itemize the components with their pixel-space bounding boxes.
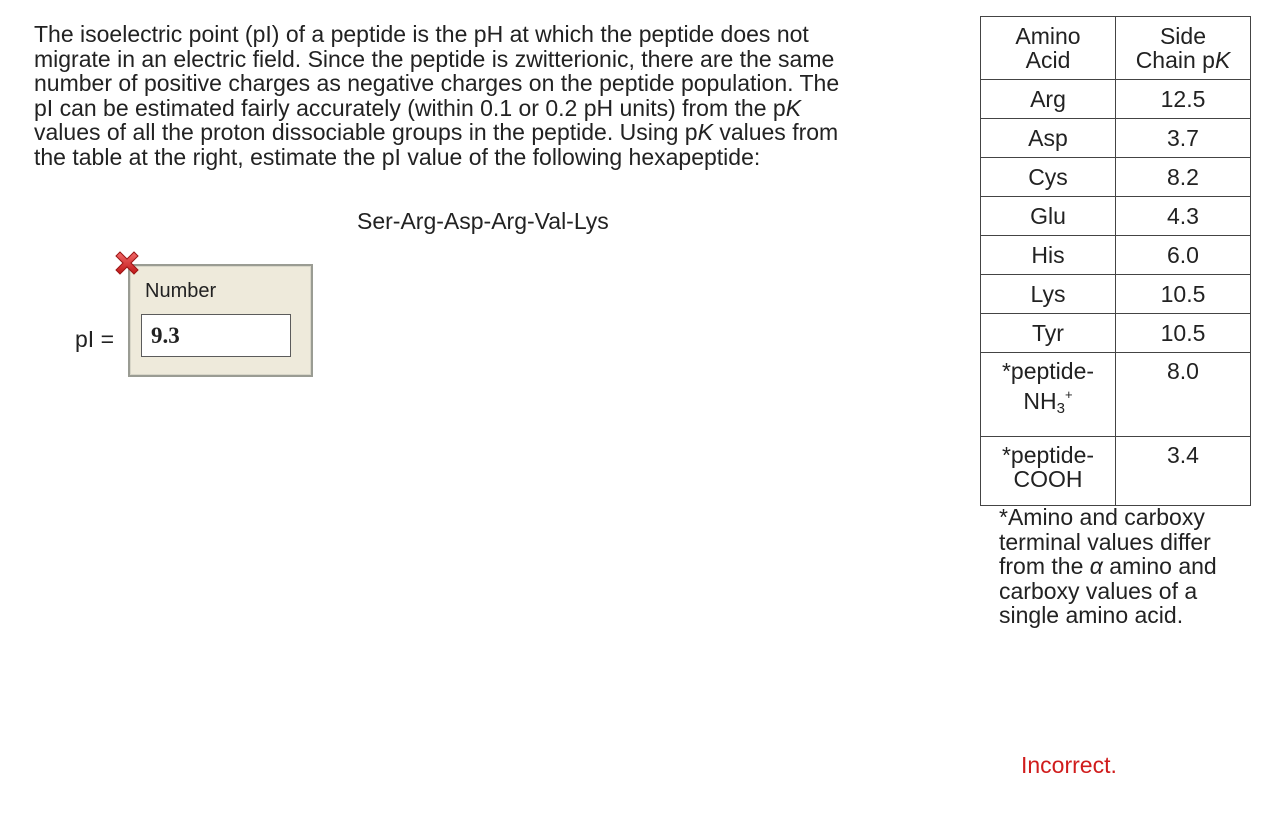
peptide-sequence: Ser-Arg-Asp-Arg-Val-Lys [357, 208, 609, 234]
pk-value-cell: 3.4 [1116, 437, 1251, 506]
table-row [981, 119, 1251, 158]
pk-value-cell: 8.0 [1116, 353, 1251, 437]
amino-acid-cell: Cys [981, 158, 1116, 197]
header-text-segment: Chain p [1135, 47, 1215, 73]
pk-italic-k: K [697, 119, 713, 146]
header-text: Acid [1025, 47, 1071, 73]
header-text: Amino [1015, 23, 1081, 49]
pk-value-cell: 8.2 [1116, 158, 1251, 197]
amino-acid-cell [981, 437, 1116, 506]
amino-acid-cell [981, 353, 1116, 437]
amino-acid-cell: Lys [981, 275, 1116, 314]
table-row [981, 158, 1251, 197]
alpha-symbol: α [1089, 553, 1103, 580]
table-row [981, 197, 1251, 236]
question-text-segment: values from [712, 119, 839, 146]
header-text: Side [1159, 23, 1207, 49]
table-row [981, 275, 1251, 314]
pk-value-cell: 10.5 [1116, 314, 1251, 353]
pk-value-cell: 12.5 [1116, 80, 1251, 119]
cterm-line2: COOH [1013, 466, 1083, 492]
table-row-nterminus [981, 353, 1251, 437]
footnote-line: single amino acid. [999, 602, 1184, 629]
nterm-line1: *peptide- [1001, 358, 1095, 384]
pk-value-cell: 10.5 [1116, 275, 1251, 314]
pk-value-cell: 4.3 [1116, 197, 1251, 236]
footnote-segment: amino and [1102, 553, 1217, 580]
header-side-chain-pk [1116, 17, 1251, 80]
nterm-line2 [981, 383, 1115, 421]
question-line [34, 96, 934, 121]
amino-acid-cell: His [981, 236, 1116, 275]
footnote-line: carboxy values of a [999, 577, 1198, 604]
nterm-superscript: + [1064, 387, 1073, 402]
table-footnote [999, 505, 1259, 628]
footnote-segment: from the [999, 553, 1090, 580]
pi-answer-input[interactable] [141, 314, 291, 357]
pk-table [980, 16, 1251, 506]
footnote-line: *Amino and carboxy [999, 504, 1205, 530]
feedback-incorrect: Incorrect. [1021, 752, 1117, 778]
table-header-row [981, 17, 1251, 80]
amino-acid-cell: Arg [981, 80, 1116, 119]
amino-acid-cell: Tyr [981, 314, 1116, 353]
footnote-line: terminal values differ [999, 528, 1211, 555]
answer-box [128, 264, 313, 377]
pk-italic-k: K [785, 94, 802, 121]
pk-italic-k: K [1214, 47, 1231, 73]
nterm-subscript: 3 [1056, 400, 1065, 417]
table-row-cterminus [981, 437, 1251, 506]
pk-value-cell: 3.7 [1116, 119, 1251, 158]
table-row [981, 314, 1251, 353]
cterm-line1: *peptide- [1001, 442, 1095, 468]
table-row [981, 80, 1251, 119]
answer-box-title: Number [145, 280, 217, 302]
pk-value-cell: 6.0 [1116, 236, 1251, 275]
table-row [981, 236, 1251, 275]
amino-acid-cell: Asp [981, 119, 1116, 158]
nterm-formula: NH [1023, 388, 1057, 414]
question-line: migrate in an electric field. Since the peptide is zwitterionic, there are the same [34, 45, 835, 72]
header-amino-acid [981, 17, 1116, 80]
question-line: number of positive charges as negative charges on the peptide population. The [34, 70, 840, 97]
question-line: The isoelectric point (pI) of a peptide is the pH at which the peptide does not [34, 21, 809, 47]
question-text-segment: pI can be estimated fairly accurately (within 0.1 or 0.2 pH units) from the p [34, 94, 786, 121]
question-line: the table at the right, estimate the pI value of the following hexapeptide: [34, 143, 761, 170]
question-text [34, 22, 934, 170]
header-text [1116, 48, 1250, 72]
question-line [34, 120, 934, 145]
question-text-segment: values of all the proton dissociable groups in the peptide. Using p [34, 119, 698, 146]
amino-acid-cell: Glu [981, 197, 1116, 236]
pi-label: pI = [75, 326, 115, 352]
footnote-line [999, 554, 1259, 579]
red-x-icon [111, 247, 143, 279]
